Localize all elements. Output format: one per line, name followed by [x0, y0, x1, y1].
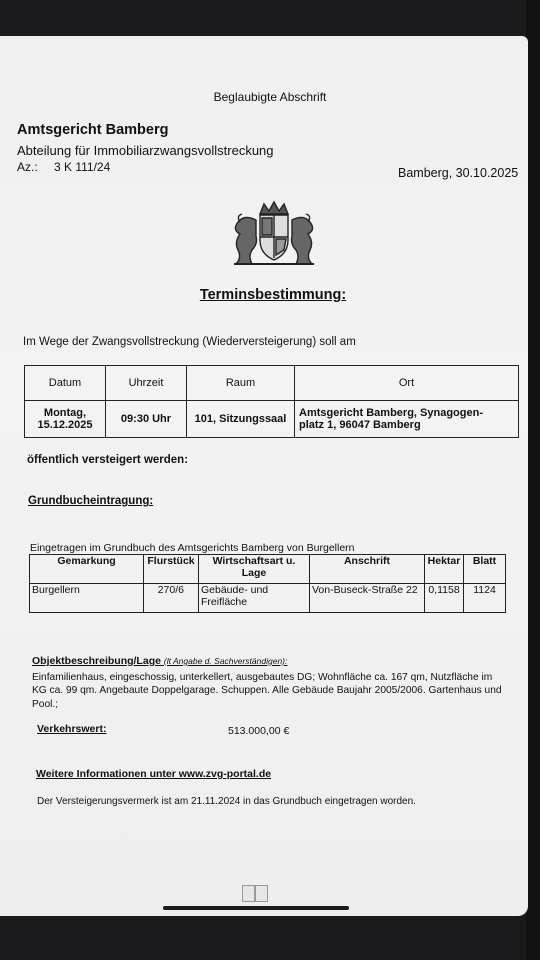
market-value-label: Verkehrswert: — [37, 723, 107, 735]
grundbuch-heading: Grundbucheintragung: — [28, 495, 154, 507]
appointment-header-row — [25, 366, 519, 401]
place-date: Bamberg, 30.10.2025 — [398, 166, 519, 180]
cell-flurstueck: 270/6 — [144, 584, 199, 613]
header-hektar: Hektar — [425, 555, 464, 584]
header-uhrzeit: Uhrzeit — [106, 366, 187, 401]
court-name: Amtsgericht Bamberg — [17, 122, 169, 138]
appointment-date — [25, 401, 106, 438]
header-ort: Ort — [295, 366, 519, 401]
header-blatt: Blatt — [464, 555, 506, 584]
page-thumb-2 — [255, 885, 268, 902]
appointment-room: 101, Sitzungssaal — [187, 401, 295, 438]
info-link[interactable]: Weitere Informationen unter www.zvg-portal.de — [36, 768, 272, 780]
grundbuch-header-row — [30, 555, 506, 584]
intro-text: Im Wege der Zwangsvollstreckung (Wiederversteigerung) soll am — [23, 336, 356, 348]
appointment-weekday: Montag, — [43, 407, 87, 419]
object-heading-text: Objektbeschreibung/Lage — [32, 655, 161, 667]
appointment-table — [24, 365, 519, 438]
appointment-place — [295, 401, 519, 438]
object-description: Einfamilienhaus, eingeschossig, unterkellert, ausgebautes DG; Wohnfläche ca. 167 qm, Nutzfläche im KG ca. 99 qm. Angebaute Doppelgarage. Schuppen. Alle Gebäude Baujahr 2005/2006. Gartenhaus und Pool.; — [32, 672, 502, 710]
grundbuch-row — [30, 584, 506, 613]
appointment-value-row — [25, 401, 519, 438]
department-name: Abteilung für Immobiliarzwangsvollstreckung — [17, 143, 274, 158]
auction-text: öffentlich versteigert werden: — [27, 454, 189, 466]
certified-copy-label: Beglaubigte Abschrift — [213, 90, 327, 104]
page-thumb-1 — [242, 885, 255, 902]
appointment-place-line1: Amtsgericht Bamberg, Synagogen- — [299, 407, 483, 419]
appointment-date-value: 15.12.2025 — [37, 419, 93, 431]
cell-hektar: 0,1158 — [425, 584, 464, 613]
page-indicator-icon[interactable] — [242, 885, 268, 901]
home-indicator-bar[interactable] — [163, 906, 349, 910]
header-raum: Raum — [187, 366, 295, 401]
document-title: Terminsbestimmung: — [199, 287, 347, 303]
coat-of-arms-icon — [226, 200, 322, 268]
header-flurstueck: Flurstück — [144, 555, 199, 584]
appointment-time: 09:30 Uhr — [106, 401, 187, 438]
header-datum: Datum — [25, 366, 106, 401]
header-gemarkung: Gemarkung — [30, 555, 144, 584]
cell-gemarkung: Burgellern — [30, 584, 144, 613]
cell-blatt: 1124 — [464, 584, 506, 613]
appointment-place-line2: platz 1, 96047 Bamberg — [299, 419, 421, 431]
object-heading-note: (lt Angabe d. Sachverständigen): — [163, 656, 288, 666]
grundbuch-table — [29, 554, 506, 613]
cell-anschrift: Von-Buseck-Straße 22 — [310, 584, 425, 613]
header-anschrift: Anschrift — [310, 555, 425, 584]
registration-note: Der Versteigerungsvermerk ist am 21.11.2024 in das Grundbuch eingetragen worden. — [37, 796, 416, 807]
cell-wirtschaftsart: Gebäude- und Freifläche — [199, 584, 310, 613]
device-bezel-top — [0, 0, 540, 40]
object-heading — [32, 655, 287, 667]
device-bezel-right — [526, 0, 540, 960]
header-wirtschaftsart: Wirtschaftsart u. Lage — [199, 555, 310, 584]
file-number-value: 3 K 111/24 — [54, 160, 111, 174]
grundbuch-intro: Eingetragen im Grundbuch des Amtsgerichts Bamberg von Burgellern — [30, 542, 355, 554]
market-value-amount: 513.000,00 € — [228, 725, 290, 737]
file-number-label: Az.: — [17, 160, 38, 174]
